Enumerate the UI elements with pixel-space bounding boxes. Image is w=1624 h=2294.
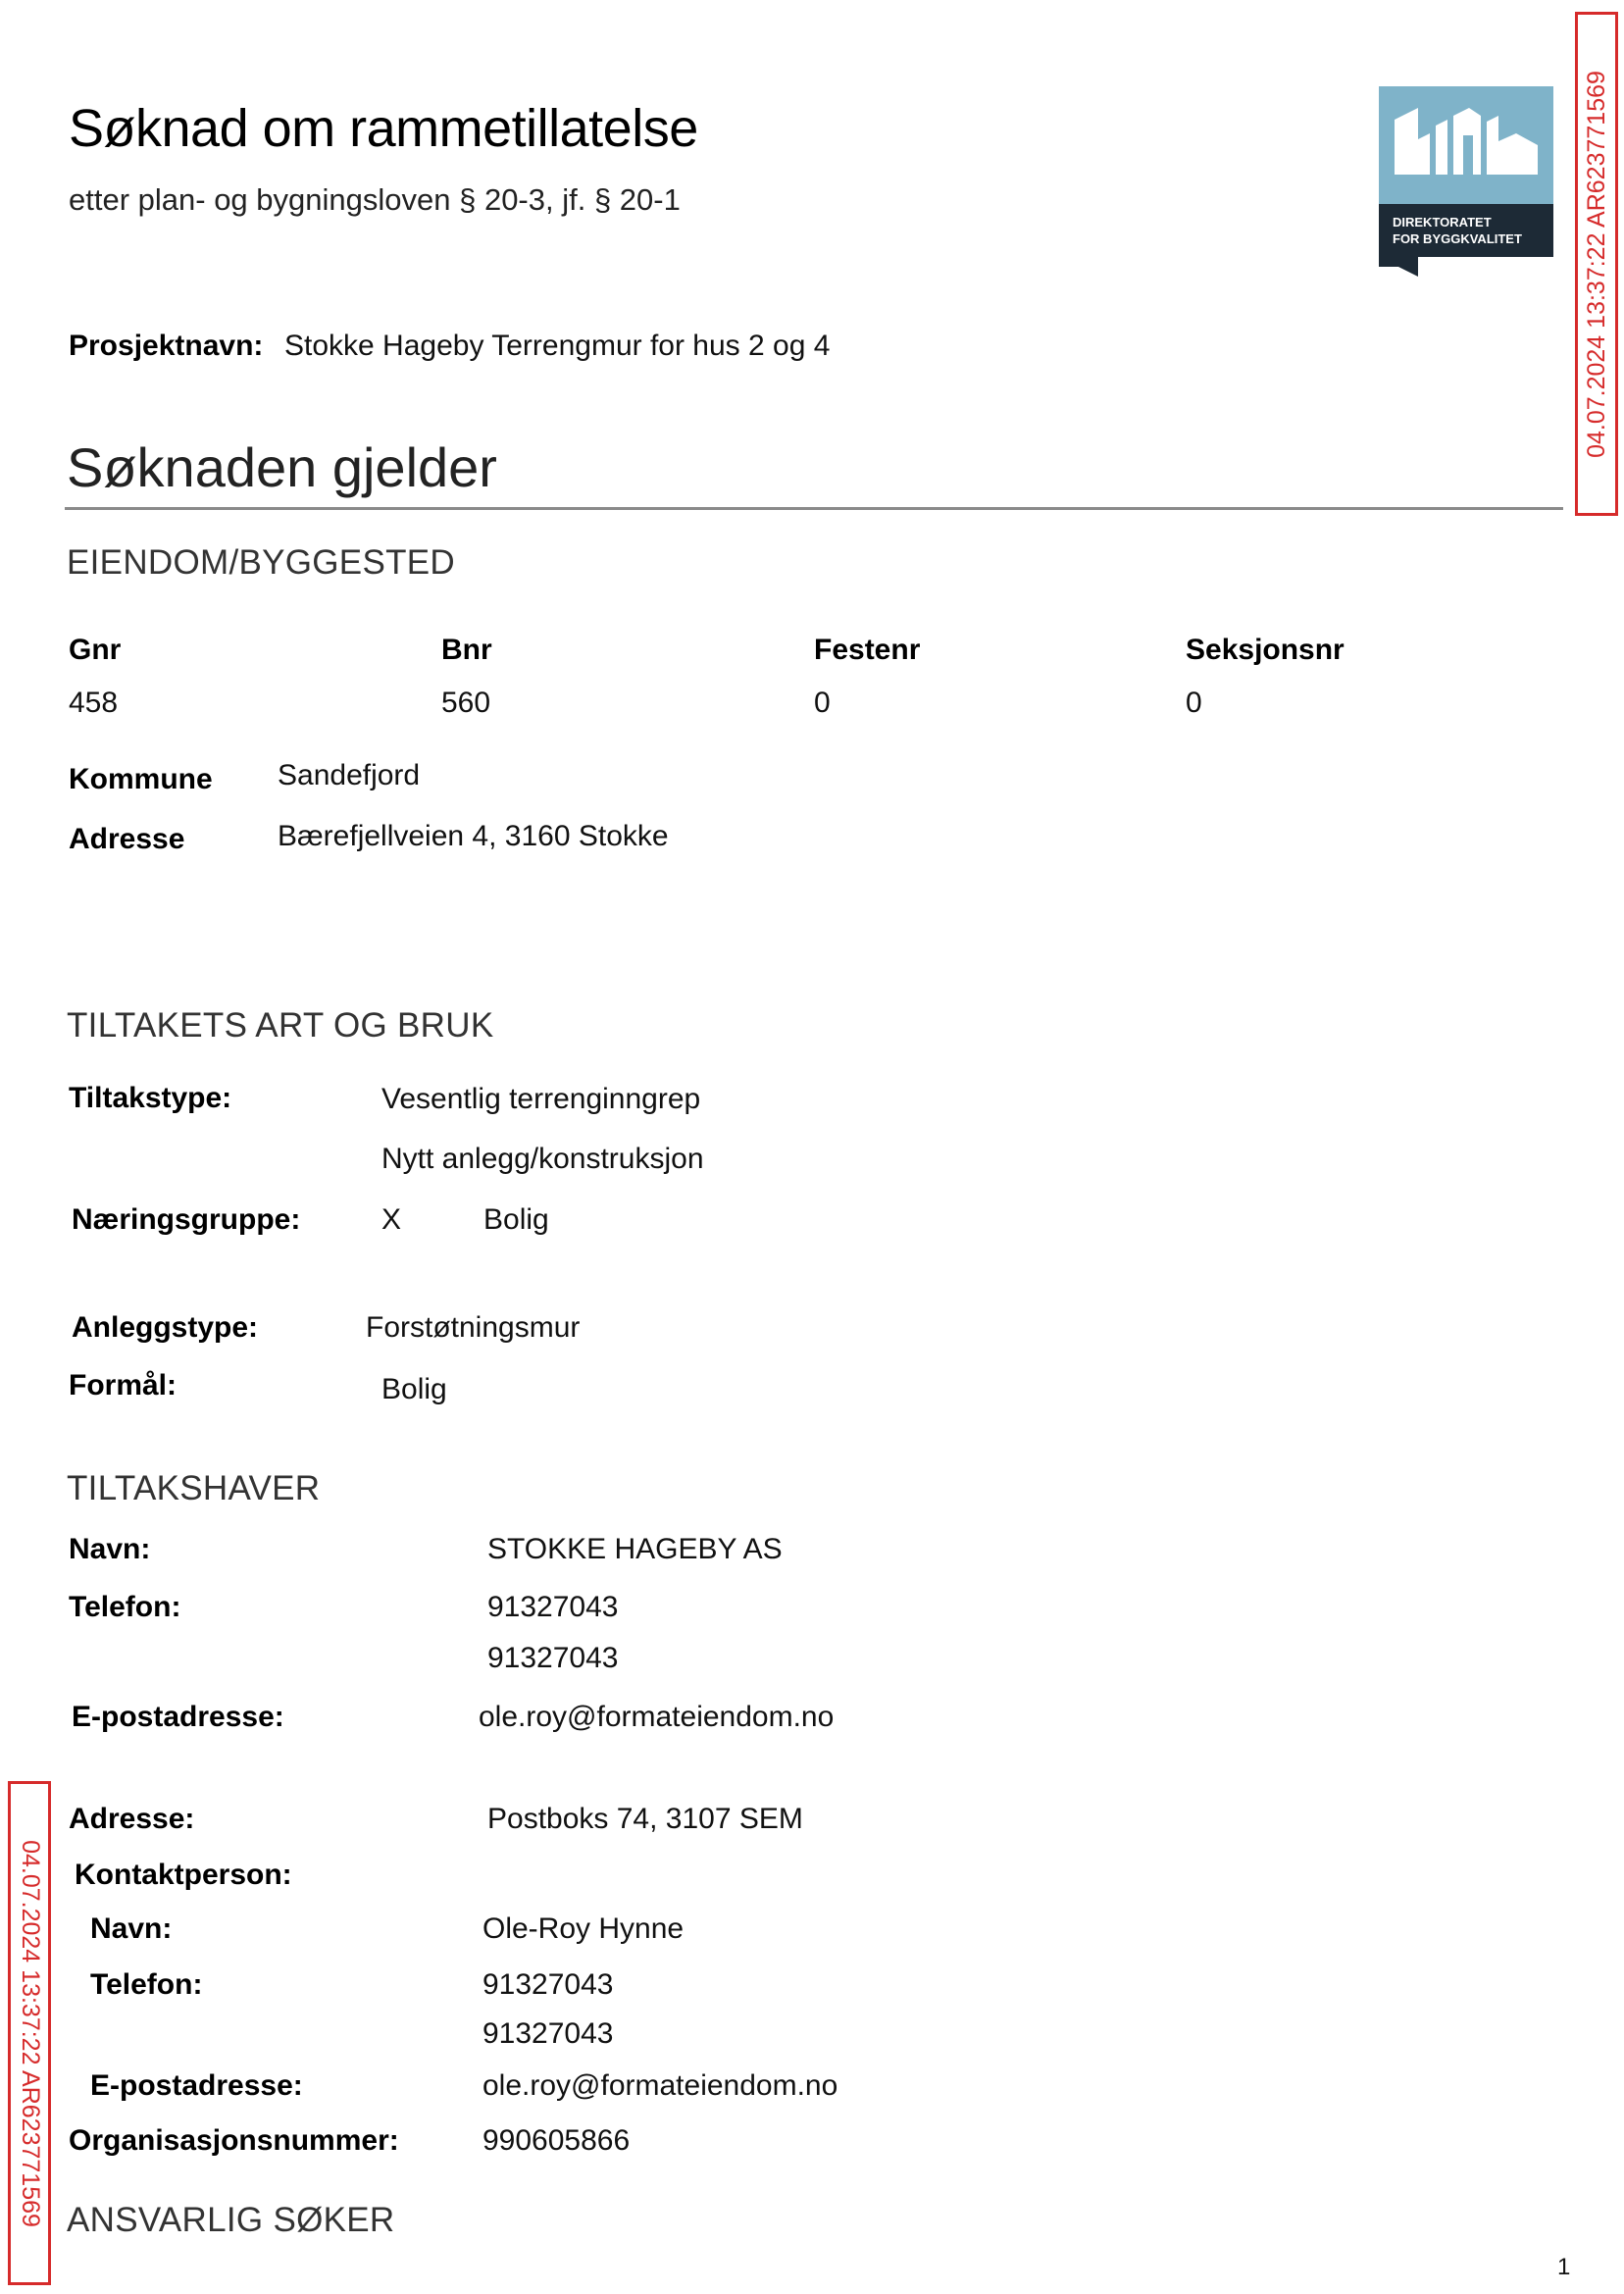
- section-divider: [65, 507, 1563, 510]
- kommune-label: Kommune: [69, 763, 213, 795]
- stamp-text: 04.07.2024 13:37:22 AR623771569: [1582, 70, 1610, 458]
- project-label: Prosjektnavn:: [69, 330, 264, 362]
- tiltakshaver-navn-value: STOKKE HAGEBY AS: [487, 1533, 783, 1565]
- ansvarlig-soker-heading: ANSVARLIG SØKER: [67, 2201, 395, 2239]
- tiltakstype-value-2: Nytt anlegg/konstruksjon: [381, 1143, 704, 1175]
- logo-text-line2: FOR BYGGKVALITET: [1393, 231, 1522, 246]
- naeringsgruppe-value: Bolig: [483, 1203, 549, 1236]
- bnr-value: 560: [441, 687, 491, 719]
- tiltakshaver-adresse-value: Postboks 74, 3107 SEM: [487, 1803, 803, 1835]
- kontaktperson-label: Kontaktperson:: [75, 1859, 292, 1891]
- tiltakstype-label: Tiltakstype:: [69, 1082, 232, 1114]
- adresse-value: Bærefjellveien 4, 3160 Stokke: [278, 820, 669, 852]
- dibk-logo-icon: [1379, 86, 1553, 277]
- tiltak-heading: TILTAKETS ART OG BRUK: [67, 1006, 494, 1045]
- logo-text-line1: DIREKTORATET: [1393, 215, 1492, 229]
- dibk-logo: [1379, 86, 1553, 277]
- page-subtitle: etter plan- og bygningsloven § 20-3, jf. § 20-1: [69, 182, 681, 217]
- project-value: Stokke Hageby Terrengmur for hus 2 og 4: [284, 330, 831, 362]
- kontakt-navn-value: Ole-Roy Hynne: [482, 1912, 685, 1945]
- tiltakstype-value-1: Vesentlig terrenginngrep: [381, 1083, 701, 1115]
- kontakt-epost-value: ole.roy@formateiendom.no: [482, 2069, 838, 2102]
- seksjonsnr-label: Seksjonsnr: [1186, 634, 1345, 666]
- kontakt-telefon-value-2: 91327043: [482, 2017, 614, 2050]
- tiltakshaver-telefon-value-1: 91327043: [487, 1591, 619, 1623]
- kontakt-telefon-value-1: 91327043: [482, 1968, 614, 2001]
- festenr-value: 0: [814, 687, 831, 719]
- bnr-label: Bnr: [441, 634, 492, 666]
- adresse-label: Adresse: [69, 823, 185, 855]
- tiltakshaver-adresse-label: Adresse:: [69, 1803, 195, 1835]
- tiltakshaver-navn-label: Navn:: [69, 1533, 151, 1565]
- naeringsgruppe-code: X: [381, 1203, 402, 1236]
- section-title: Søknaden gjelder: [67, 436, 497, 498]
- formal-label: Formål:: [69, 1369, 178, 1402]
- anleggstype-value: Forstøtningsmur: [366, 1311, 581, 1344]
- tiltakshaver-epost-value: ole.roy@formateiendom.no: [479, 1701, 835, 1733]
- page-title: Søknad om rammetillatelse: [69, 99, 698, 158]
- anleggstype-label: Anleggstype:: [72, 1311, 259, 1344]
- timestamp-stamp-right: [1575, 12, 1618, 516]
- gnr-label: Gnr: [69, 634, 122, 666]
- kontakt-navn-label: Navn:: [90, 1912, 173, 1945]
- property-heading: EIENDOM/BYGGESTED: [67, 543, 455, 582]
- page-number: 1: [1557, 2254, 1571, 2280]
- seksjonsnr-value: 0: [1186, 687, 1202, 719]
- kontakt-epost-label: E-postadresse:: [90, 2069, 303, 2102]
- org-label: Organisasjonsnummer:: [69, 2124, 399, 2157]
- tiltakshaver-telefon-label: Telefon:: [69, 1591, 181, 1623]
- naeringsgruppe-label: Næringsgruppe:: [72, 1203, 301, 1236]
- tiltakshaver-heading: TILTAKSHAVER: [67, 1469, 321, 1507]
- festenr-label: Festenr: [814, 634, 921, 666]
- formal-value: Bolig: [381, 1373, 447, 1405]
- kontakt-telefon-label: Telefon:: [90, 1968, 203, 2001]
- kommune-value: Sandefjord: [278, 759, 421, 791]
- timestamp-stamp-left: [8, 1781, 51, 2285]
- gnr-value: 458: [69, 687, 119, 719]
- tiltakshaver-epost-label: E-postadresse:: [72, 1701, 284, 1733]
- tiltakshaver-telefon-value-2: 91327043: [487, 1642, 619, 1674]
- stamp-text: 04.07.2024 13:37:22 AR623771569: [16, 1839, 44, 2227]
- org-value: 990605866: [482, 2124, 631, 2157]
